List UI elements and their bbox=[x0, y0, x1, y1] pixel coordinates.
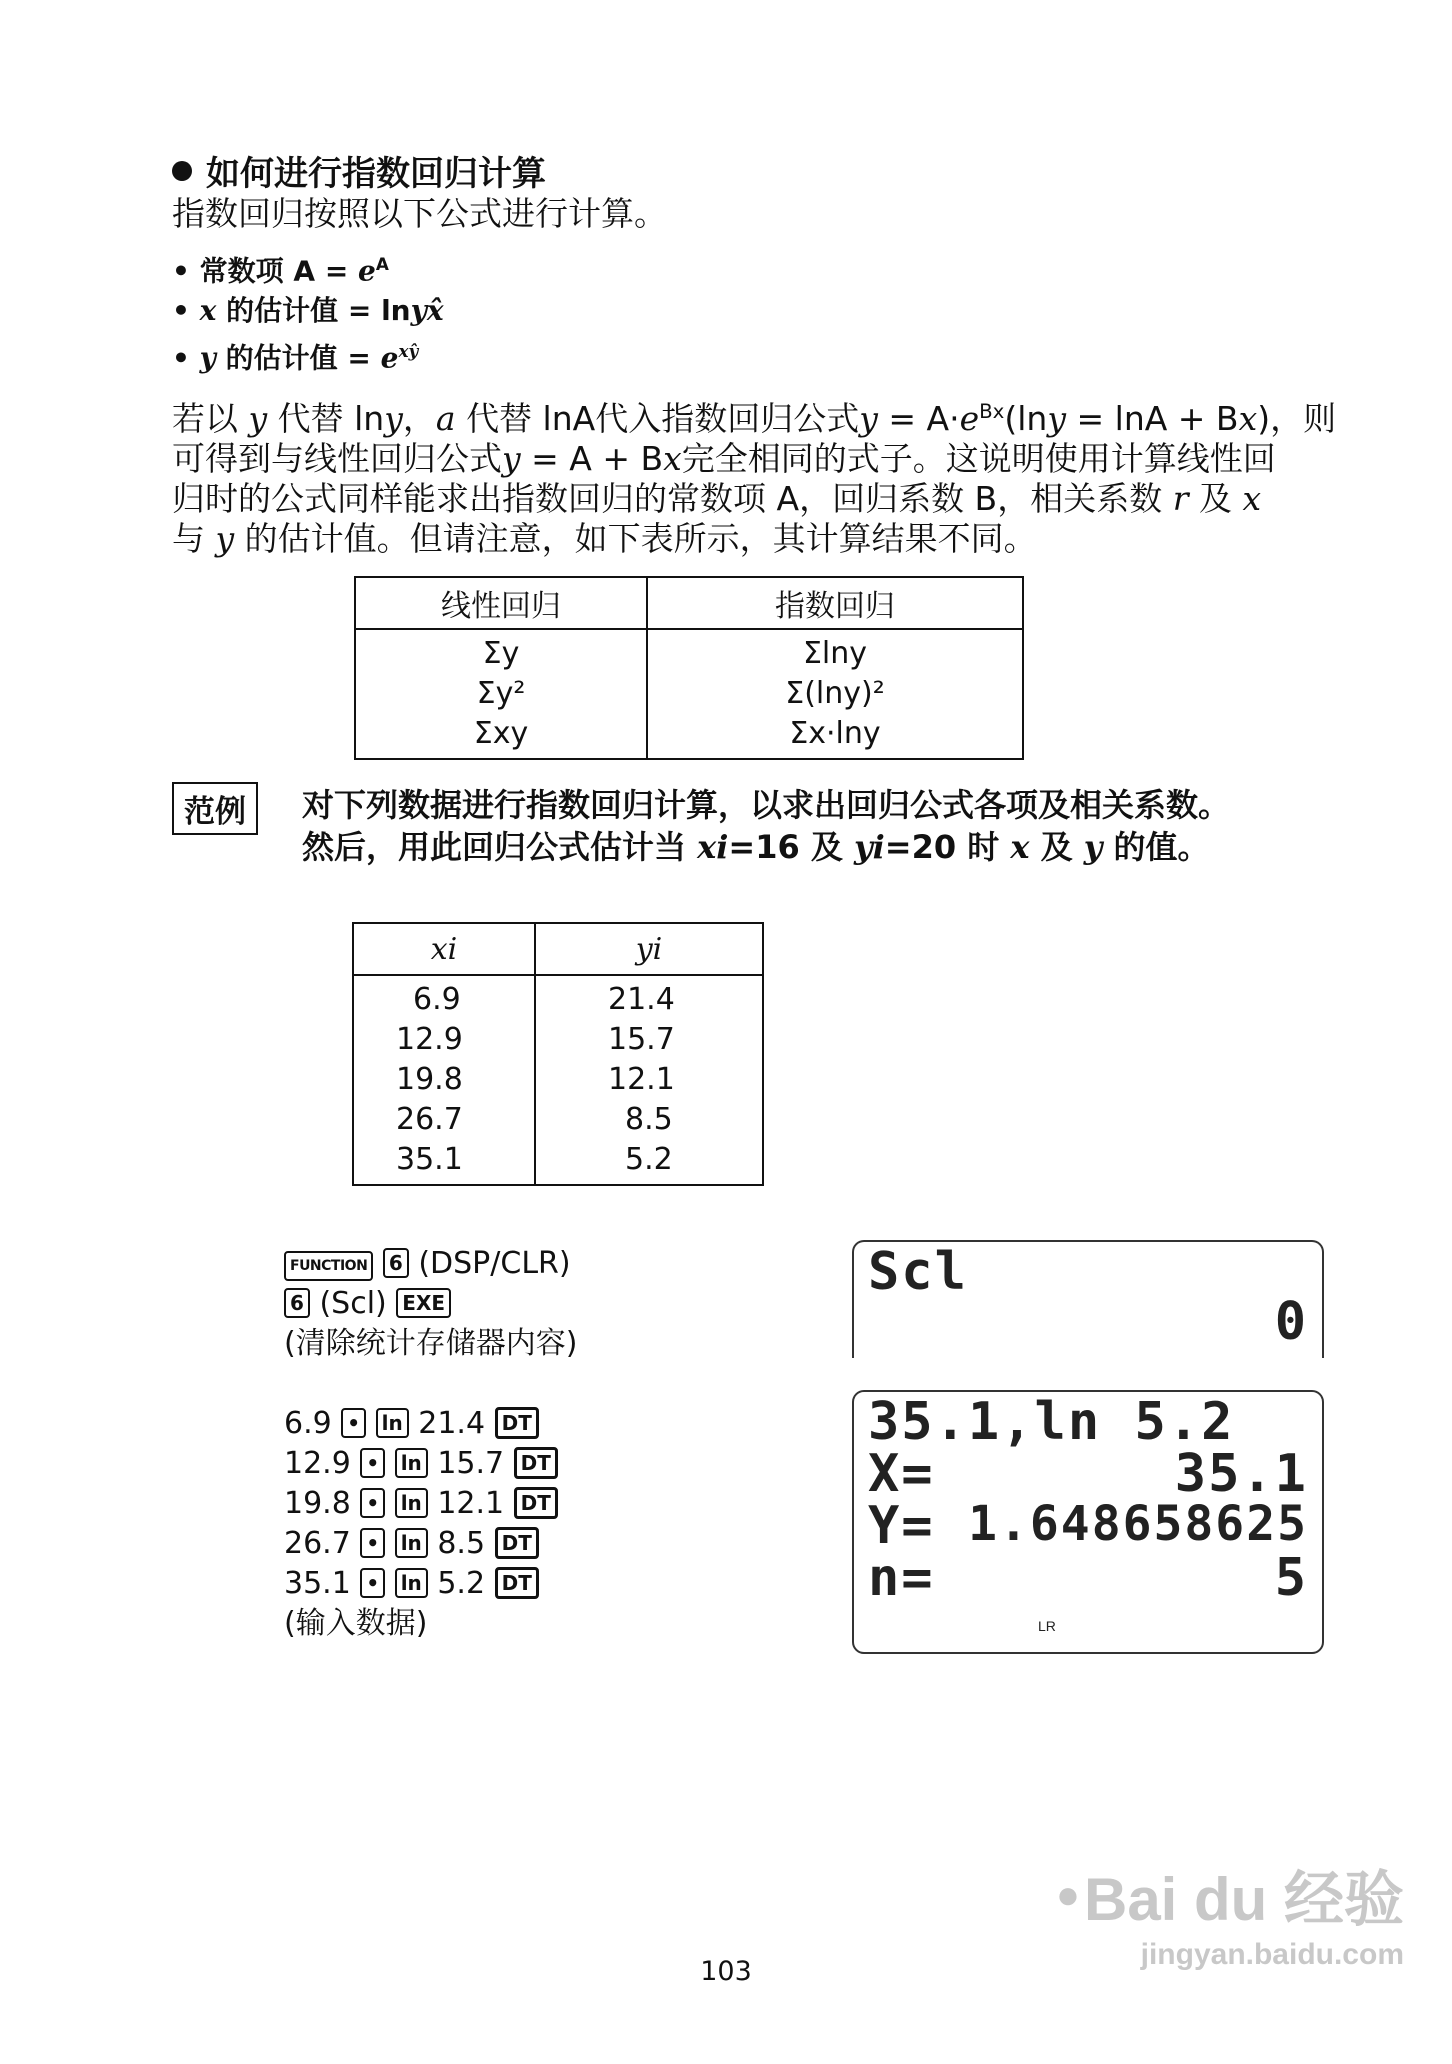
yi-column: 21.4 15.7 12.1 8.5 5.2 bbox=[535, 975, 763, 1185]
formula-bullets bbox=[172, 244, 444, 379]
bullet-dot bbox=[172, 161, 192, 181]
header-exponential: 指数回归 bbox=[647, 577, 1023, 629]
lcd-y-label: Y= bbox=[868, 1496, 935, 1556]
header-yi: yi bbox=[535, 923, 763, 975]
dt-key: DT bbox=[495, 1407, 539, 1439]
ln-key: ln bbox=[395, 1528, 428, 1558]
dt-key: DT bbox=[514, 1447, 558, 1479]
dt-key: DT bbox=[495, 1567, 539, 1599]
example-text: 对下列数据进行指数回归计算，以求出回归公式各项及相关系数。 然后，用此回归公式估计当 xi=16 及 yi=20 时 x 及 y 的值。 bbox=[302, 786, 1231, 866]
exponential-sums: Σlny Σ(lny)² Σx·lny bbox=[647, 629, 1023, 759]
six-key: 6 bbox=[383, 1248, 409, 1278]
input-steps: 6.9 • ln 21.4 DT 12.9 • ln 15.7 DT 19.8 • ln 12.1 DT 26.7 • ln 8.5 DT 35.1 • ln 5.2 DT (输入数据) bbox=[284, 1404, 558, 1644]
lcd-display-clear bbox=[852, 1240, 1324, 1358]
para-line-4: 与 y 的估计值。但请注意，如下表所示，其计算结果不同。 bbox=[172, 519, 1037, 558]
ln-key: ln bbox=[395, 1568, 428, 1598]
paw-icon: ● bbox=[1055, 1872, 1080, 1917]
function-key: FUNCTION bbox=[284, 1251, 373, 1281]
baidu-watermark: ● Bai du 经验 jingyan.baidu.com bbox=[1055, 1866, 1404, 1971]
header-linear: 线性回归 bbox=[355, 577, 647, 629]
xi-column: 6.9 12.9 19.8 26.7 35.1 bbox=[353, 975, 535, 1185]
input-row: 26.7 • ln 8.5 DT bbox=[284, 1524, 558, 1564]
bullet-x-estimate: • x 的估计值 = lnyx̂ bbox=[172, 294, 444, 328]
lcd-line-2: 0 bbox=[1274, 1292, 1308, 1352]
input-row: 35.1 • ln 5.2 DT bbox=[284, 1564, 558, 1604]
lcd-x-value: 35.1 bbox=[1174, 1444, 1308, 1504]
para-line-3: 归时的公式同样能求出指数回归的常数项 A，回归系数 B，相关系数 r 及 x bbox=[172, 479, 1262, 518]
lcd-line-1: Scl bbox=[868, 1242, 968, 1302]
data-table bbox=[352, 922, 764, 1186]
dt-key: DT bbox=[514, 1487, 558, 1519]
ln-key: ln bbox=[395, 1488, 428, 1518]
example-tag: 范例 bbox=[172, 782, 258, 835]
lcd-x-label: X= bbox=[868, 1444, 935, 1504]
clear-steps: FUNCTION 6 (DSP/CLR) 6 (Scl) EXE (清除统计存储器内容) bbox=[284, 1246, 578, 1361]
comma-key: • bbox=[360, 1488, 385, 1518]
dt-key: DT bbox=[495, 1527, 539, 1559]
comma-key: • bbox=[360, 1448, 385, 1478]
bullet-y-estimate: • y 的估计值 = $e^{xŷ}$ bbox=[172, 341, 419, 375]
para-line-1: 若以 y 代替 lny，a 代替 lnA代入指数回归公式$y = A\cdot e^{Bx}(\ln y = \ln A + Bx)$，则 bbox=[172, 399, 1337, 438]
section-heading: 如何进行指数回归计算 bbox=[172, 146, 546, 195]
header-xi: xi bbox=[353, 923, 535, 975]
lcd-input-line: 35.1,ln 5.2 bbox=[868, 1392, 1235, 1452]
lcd-y-value: 1.648658625 bbox=[968, 1496, 1308, 1552]
ln-key: ln bbox=[376, 1408, 409, 1438]
ln-key: ln bbox=[395, 1448, 428, 1478]
lcd-n-value: 5 bbox=[1274, 1548, 1308, 1608]
explanation-paragraph bbox=[172, 392, 1352, 559]
input-row: 19.8 • ln 12.1 DT bbox=[284, 1484, 558, 1524]
para-line-2: 可得到与线性回归公式y = A + Bx完全相同的式子。这说明使用计算线性回 bbox=[172, 439, 1276, 478]
lcd-display-input bbox=[852, 1390, 1324, 1654]
comma-key: • bbox=[341, 1408, 366, 1438]
input-row: 12.9 • ln 15.7 DT bbox=[284, 1444, 558, 1484]
page-number: 103 bbox=[700, 1956, 752, 1987]
comparison-table bbox=[354, 576, 1024, 760]
linear-sums: Σy Σy² Σxy bbox=[355, 629, 647, 759]
lcd-n-label: n= bbox=[868, 1548, 935, 1608]
exe-key: EXE bbox=[396, 1288, 451, 1318]
lcd-lr-indicator: LR bbox=[1038, 1618, 1056, 1634]
comma-key: • bbox=[360, 1528, 385, 1558]
input-row: 6.9 • ln 21.4 DT bbox=[284, 1404, 558, 1444]
bullet-constant: • 常数项 $A = e^A$ bbox=[172, 254, 389, 288]
six-key: 6 bbox=[284, 1288, 310, 1318]
intro-text: 指数回归按照以下公式进行计算。 bbox=[172, 194, 667, 233]
comma-key: • bbox=[360, 1568, 385, 1598]
